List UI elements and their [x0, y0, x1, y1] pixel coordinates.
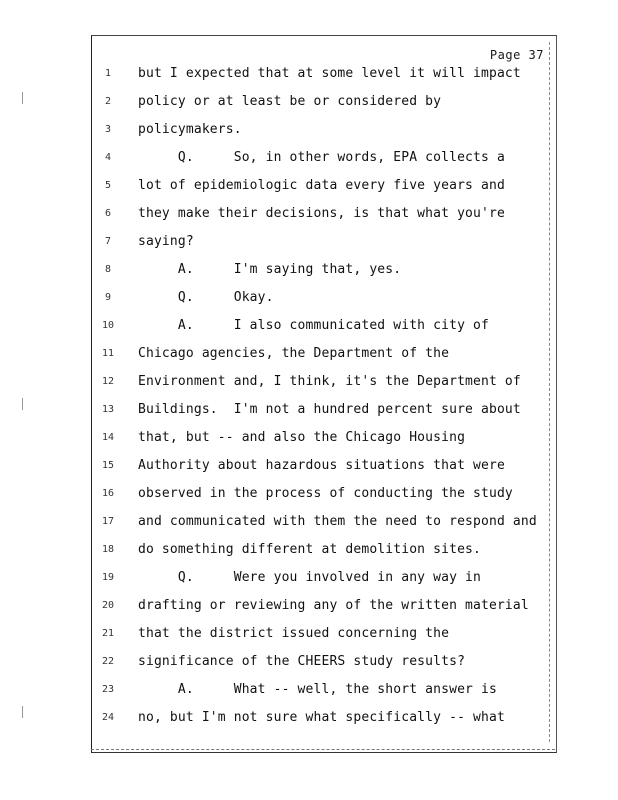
line-number: 19	[101, 572, 115, 583]
footer-rule	[91, 749, 555, 750]
transcript-line: Buildings. I'm not a hundred percent sure about	[138, 402, 521, 417]
line-number: 21	[101, 628, 115, 639]
transcript-line: policymakers.	[138, 122, 242, 137]
transcript-line: observed in the process of conducting the study	[138, 486, 513, 501]
scan-mark	[22, 398, 27, 410]
line-number: 12	[101, 376, 115, 387]
scan-mark	[22, 92, 27, 104]
line-number: 5	[104, 180, 112, 191]
transcript-line: policy or at least be or considered by	[138, 94, 442, 109]
transcript-line: Environment and, I think, it's the Department of	[138, 374, 521, 389]
line-number: 13	[101, 404, 115, 415]
line-number: 2	[104, 96, 112, 107]
line-number: 14	[101, 432, 115, 443]
line-number: 18	[101, 544, 115, 555]
transcript-line: A. I also communicated with city of	[138, 318, 489, 333]
transcript-line: lot of epidemiologic data every five years and	[138, 178, 505, 193]
transcript-line: and communicated with them the need to respond and	[138, 514, 537, 529]
transcript-line: no, but I'm not sure what specifically -- what	[138, 710, 505, 725]
line-number: 4	[104, 152, 112, 163]
transcript-line: significance of the CHEERS study results?	[138, 654, 466, 669]
transcript-line: saying?	[138, 234, 194, 249]
transcript-line: A. What -- well, the short answer is	[138, 682, 497, 697]
line-number: 24	[101, 712, 115, 723]
line-number: 9	[104, 292, 112, 303]
page-margin-rule	[549, 42, 550, 742]
transcript-line: drafting or reviewing any of the written material	[138, 598, 529, 613]
line-number: 10	[101, 320, 115, 331]
scan-mark	[22, 706, 27, 718]
line-number: 7	[104, 236, 112, 247]
transcript-line: Chicago agencies, the Department of the	[138, 346, 450, 361]
transcript-line: that, but -- and also the Chicago Housing	[138, 430, 466, 445]
line-number: 15	[101, 460, 115, 471]
transcript-line: do something different at demolition sites.	[138, 542, 481, 557]
line-number: 20	[101, 600, 115, 611]
transcript-line: they make their decisions, is that what you're	[138, 206, 505, 221]
line-number: 1	[104, 68, 112, 79]
transcript-line: Authority about hazardous situations that were	[138, 458, 505, 473]
transcript-page	[91, 35, 557, 753]
transcript-line: Q. Okay.	[138, 290, 274, 305]
transcript-line: that the district issued concerning the	[138, 626, 450, 641]
transcript-line: but I expected that at some level it will impact	[138, 66, 521, 81]
line-number: 16	[101, 488, 115, 499]
line-number: 17	[101, 516, 115, 527]
page-number: Page 37	[489, 48, 544, 62]
line-number: 11	[101, 348, 115, 359]
line-number: 3	[104, 124, 112, 135]
transcript-line: Q. Were you involved in any way in	[138, 570, 481, 585]
line-number: 22	[101, 656, 115, 667]
line-number: 8	[104, 264, 112, 275]
line-number: 6	[104, 208, 112, 219]
transcript-line: Q. So, in other words, EPA collects a	[138, 150, 505, 165]
transcript-line: A. I'm saying that, yes.	[138, 262, 402, 277]
line-number: 23	[101, 684, 115, 695]
